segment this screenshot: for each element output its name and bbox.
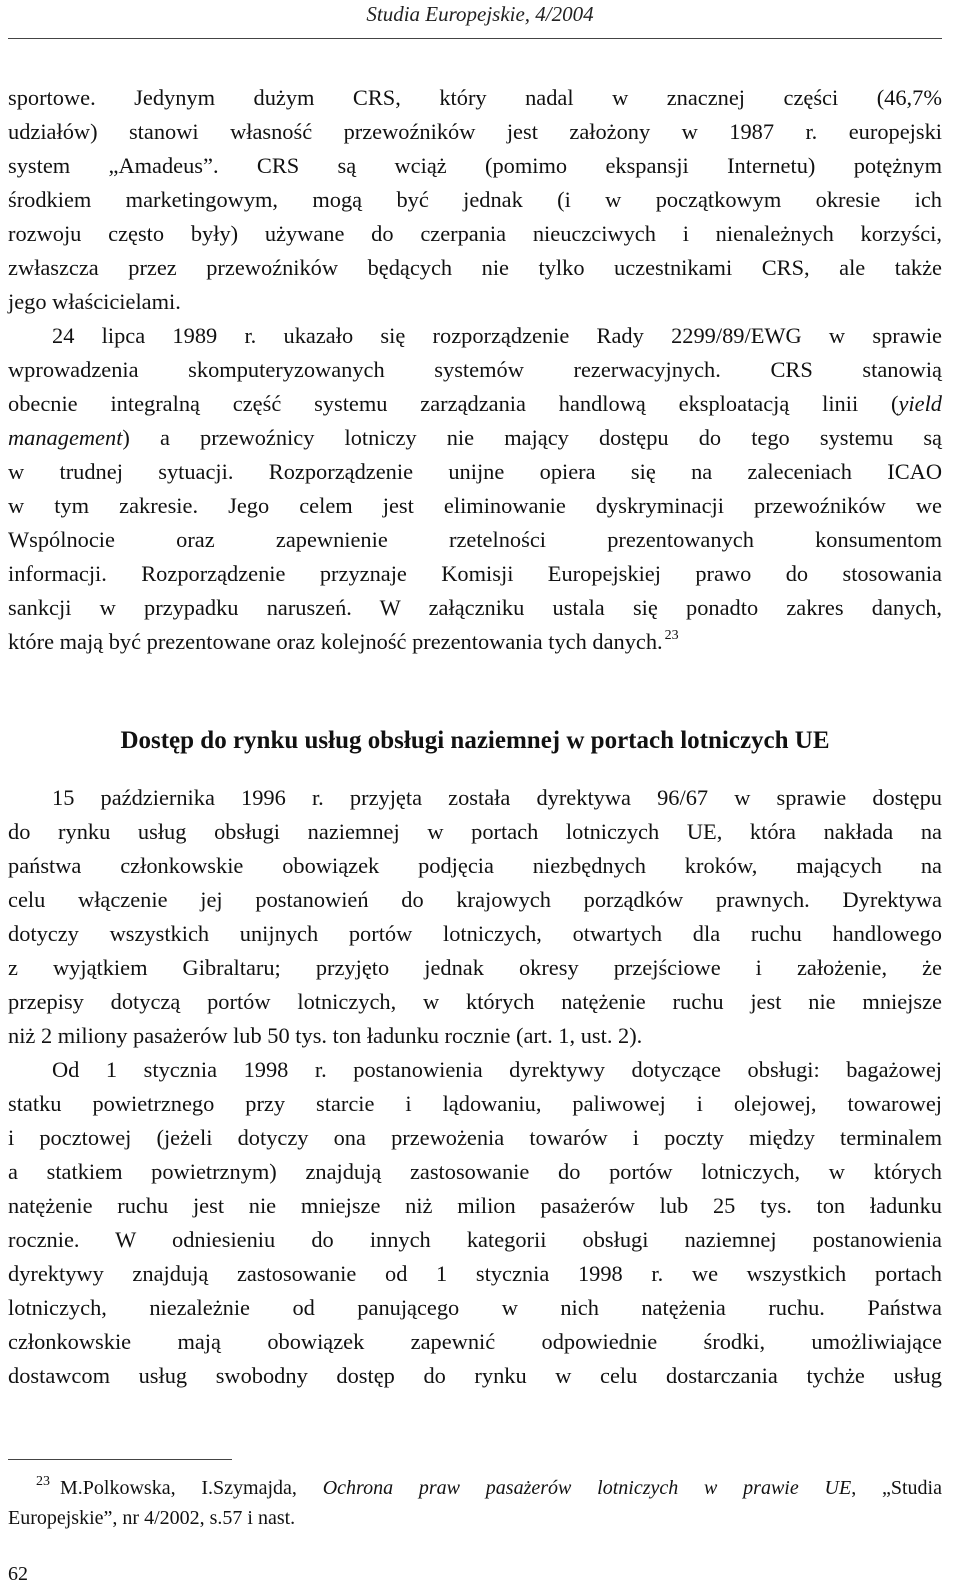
- footnote-line-2: Europejskie”, nr 4/2002, s.57 i nast.: [8, 1507, 296, 1529]
- paragraph-4-line-6: rocznie. W odniesieniu do innych kategorii obsługi naziemnej postanowienia: [8, 1227, 942, 1252]
- paragraph-2-line-5: w trudnej sytuacji. Rozporządzenie unijne opiera się na zaleceniach ICAO: [8, 459, 942, 484]
- footnote-number: 23: [36, 1474, 50, 1489]
- footnote-authors: M.Polkowska, I.Szymajda,: [60, 1477, 323, 1499]
- paragraph-4-line-1: Od 1 stycznia 1998 r. postanowienia dyrektywy dotyczące obsługi: bagażowej: [52, 1057, 942, 1082]
- paragraph-4-line-8: lotniczych, niezależnie od panującego w nich natężenia ruchu. Państwa: [8, 1295, 942, 1320]
- paragraph-3-line-3: państwa członkowskie obowiązek podjęcia niezbędnych kroków, mających na: [8, 853, 942, 878]
- page-number: 62: [8, 1563, 28, 1585]
- paragraph-4-line-5: natężenie ruchu jest nie mniejsze niż milion pasażerów lub 25 tys. ton ładunku: [8, 1193, 942, 1218]
- paragraph-2-line-3: [8, 387, 942, 421]
- paragraph-1-line-1: sportowe. Jedynym dużym CRS, który nadal w znacznej części (46,7%: [8, 85, 942, 110]
- paragraph-1-line-5: rozwoju często były) używane do czerpania nieuczciwych i nienależnych korzyści,: [8, 221, 942, 246]
- paragraph-1-line-6: zwłaszcza przez przewoźników będących nie tylko uczestnikami CRS, ale także: [8, 255, 942, 280]
- paragraph-2-line-10-text: które mają być prezentowane oraz kolejność prezentowania tych danych.: [8, 629, 663, 654]
- paragraph-4-line-10: dostawcom usług swobodny dostęp do rynku w celu dostarczania tychże usług: [8, 1363, 942, 1388]
- term-management: management: [8, 425, 123, 450]
- paragraph-1-line-7: jego właścicielami.: [8, 289, 181, 314]
- paragraph-1-line-4: środkiem marketingowym, mogą być jednak (i w początkowym okresie ich: [8, 187, 942, 212]
- paragraph-3-line-5: dotyczy wszystkich unijnych portów lotniczych, otwartych dla ruchu handlowego: [8, 921, 942, 946]
- header-divider: [8, 38, 942, 39]
- footnote-after-title: , „Studia: [851, 1477, 942, 1499]
- paragraph-2-line-9: sankcji w przypadku naruszeń. W załączniku ustala się ponadto zakres danych,: [8, 595, 942, 620]
- paragraph-2-line-7: Wspólnocie oraz zapewnienie rzetelności prezentowanych konsumentom: [8, 527, 942, 552]
- running-header: Studia Europejskie, 4/2004: [366, 2, 594, 26]
- paragraph-2-line-6: w tym zakresie. Jego celem jest eliminowanie dyskryminacji przewoźników we: [8, 493, 942, 518]
- paragraph-2-line-4: [8, 421, 942, 455]
- footnote-reference[interactable]: 23: [664, 628, 679, 643]
- paragraph-1-line-3: system „Amadeus”. CRS są wciąż (pomimo ekspansji Internetu) potężnym: [8, 153, 942, 178]
- paragraph-4-line-4: a statkiem powietrznym) znajdują zastosowanie do portów lotniczych, w których: [8, 1159, 942, 1184]
- paragraph-2-line-2: wprowadzenia skomputeryzowanych systemów rezerwacyjnych. CRS stanowią: [8, 357, 942, 382]
- paragraph-3-line-8: niż 2 miliony pasażerów lub 50 tys. ton ładunku rocznie (art. 1, ust. 2).: [8, 1023, 643, 1048]
- paragraph-3-line-1: 15 października 1996 r. przyjęta została dyrektywa 96/67 w sprawie dostępu: [52, 785, 942, 810]
- footnote-title: Ochrona praw pasażerów lotniczych w prawie UE: [322, 1477, 852, 1499]
- paragraph-3-line-4: celu włączenie jej postanowień do krajowych porządków prawnych. Dyrektywa: [8, 887, 942, 912]
- paragraph-4-line-2: statku powietrznego przy starcie i lądowaniu, paliwowej i olejowej, towarowej: [8, 1091, 942, 1116]
- paragraph-2-line-10: [8, 625, 942, 659]
- footnote-divider: [8, 1459, 232, 1460]
- paragraph-3-line-7: przepisy dotyczą portów lotniczych, w których natężenie ruchu jest nie mniejsze: [8, 989, 942, 1014]
- paragraph-3-line-6: z wyjątkiem Gibraltaru; przyjęto jednak okresy przejściowe i założenie, że: [8, 955, 942, 980]
- term-yield: yield: [898, 391, 942, 416]
- paragraph-4-line-9: członkowskie mają obowiązek zapewnić odpowiednie środki, umożliwiające: [8, 1329, 942, 1354]
- paragraph-2-line-3-text: obecnie integralną część systemu zarządzania handlową eksploatacją linii (: [8, 391, 899, 416]
- paragraph-3-line-2: do rynku usług obsługi naziemnej w portach lotniczych UE, która nakłada na: [8, 819, 942, 844]
- paragraph-4-line-3: i pocztowej (jeżeli dotyczy ona przewożenia towarów i poczty między terminalem: [8, 1125, 942, 1150]
- paragraph-2-line-4-text: ) a przewoźnicy lotniczy nie mający dostępu do tego systemu są: [122, 425, 942, 450]
- paragraph-1-line-2: udziałów) stanowi własność przewoźników jest założony w 1987 r. europejski: [8, 119, 942, 144]
- paragraph-4-line-7: dyrektywy znajdują zastosowanie od 1 stycznia 1998 r. we wszystkich portach: [8, 1261, 942, 1286]
- paragraph-2-line-1: 24 lipca 1989 r. ukazało się rozporządzenie Rady 2299/89/EWG w sprawie: [52, 323, 942, 348]
- paragraph-2-line-8: informacji. Rozporządzenie przyznaje Komisji Europejskiej prawo do stosowania: [8, 561, 942, 586]
- footnote-line-1: [8, 1473, 942, 1503]
- section-heading: Dostęp do rynku usług obsługi naziemnej w portach lotniczych UE: [120, 727, 830, 754]
